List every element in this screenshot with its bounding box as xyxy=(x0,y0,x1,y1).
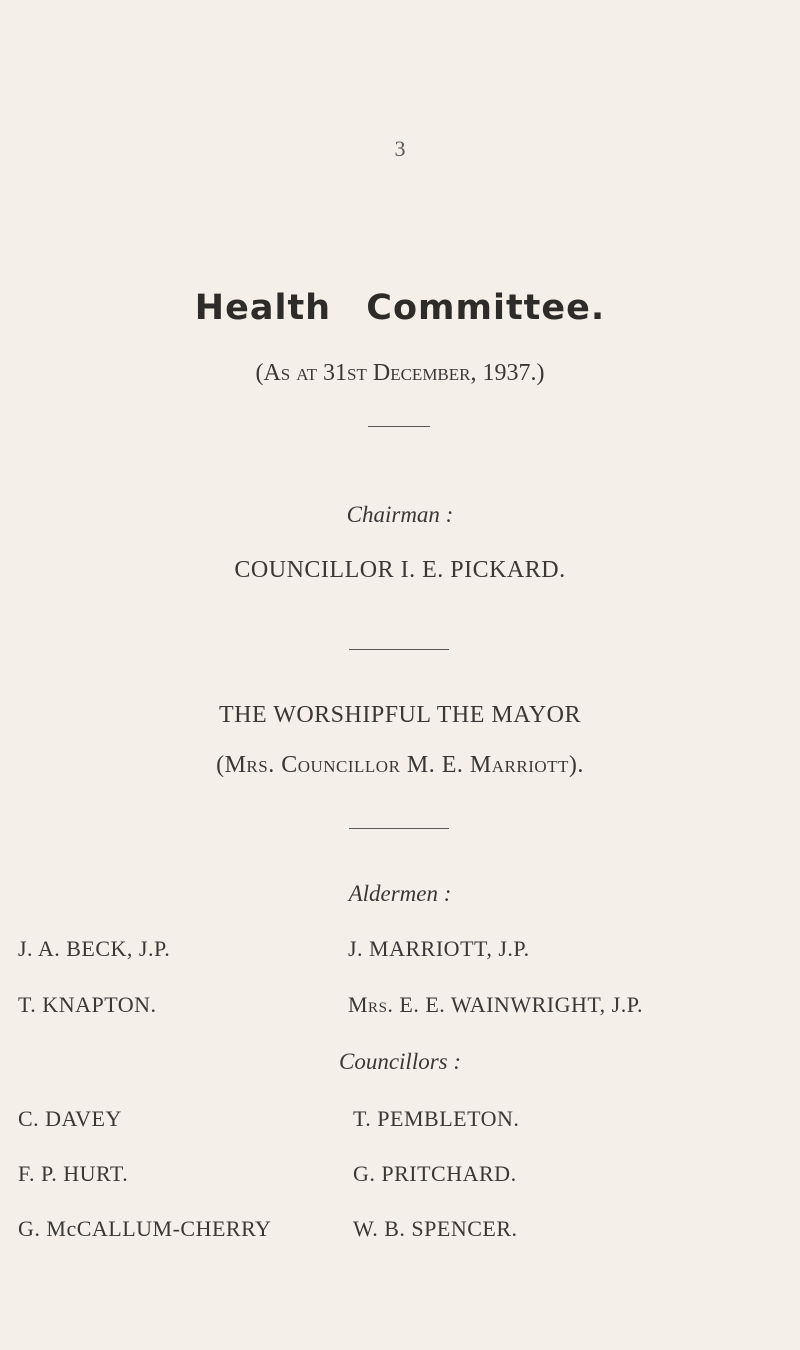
councillor-name: F. P. HURT. xyxy=(18,1161,129,1186)
divider xyxy=(349,649,449,650)
alderman-name: T. KNAPTON. xyxy=(18,992,157,1017)
alderman-name: J. MARRIOTT, J.P. xyxy=(348,936,530,961)
page-title: Health Committee. xyxy=(194,288,606,328)
chairman-label: Chairman : xyxy=(346,502,454,527)
divider xyxy=(368,426,430,427)
alderman-name: Mrs. E. E. WAINWRIGHT, J.P. xyxy=(348,992,644,1017)
divider xyxy=(349,828,449,829)
councillor-name: G. McCALLUM-CHERRY xyxy=(18,1216,272,1241)
councillor-name: G. PRITCHARD. xyxy=(353,1161,517,1186)
aldermen-label: Aldermen : xyxy=(348,881,452,906)
councillors-label: Councillors : xyxy=(338,1049,462,1074)
councillor-name: W. B. SPENCER. xyxy=(353,1216,518,1241)
mayor-title: THE WORSHIPFUL THE MAYOR xyxy=(218,702,582,728)
as-at-date: (As at 31st December, 1937.) xyxy=(255,360,545,386)
mayor-name: (Mrs. Councillor M. E. Marriott). xyxy=(216,752,584,778)
chairman-name: COUNCILLOR I. E. PICKARD. xyxy=(234,557,566,583)
councillor-name: T. PEMBLETON. xyxy=(353,1106,520,1131)
page-number: 3 xyxy=(394,136,406,161)
alderman-name: J. A. BECK, J.P. xyxy=(18,936,171,961)
councillor-name: C. DAVEY xyxy=(18,1106,122,1131)
